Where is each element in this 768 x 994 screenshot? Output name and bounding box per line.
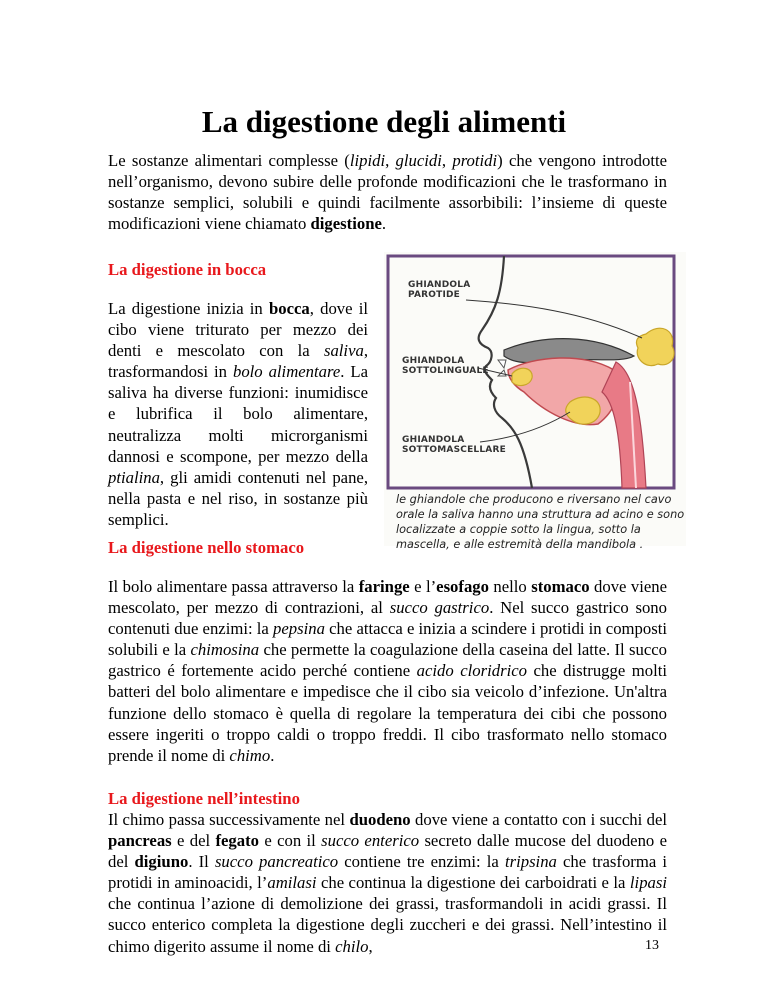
heading-bocca: La digestione in bocca	[108, 260, 267, 279]
heading-intestino: La digestione nell’intestino	[108, 789, 300, 808]
mouth-glands-illustration	[384, 252, 686, 551]
label-sottolinguale: GHIANDOLA SOTTOLINGUALE	[402, 356, 489, 376]
heading-stomaco: La digestione nello stomaco	[108, 538, 305, 557]
label-parotide: GHIANDOLA PAROTIDE	[408, 280, 471, 300]
page-number: 13	[645, 938, 659, 953]
figure-caption: le ghiandole che producono e riversano nel cavo orale la saliva hanno una struttura ad acino e sono localizzate a coppie sotto la lingua, sotto la mascella, e alle estremità della mandibola .	[396, 493, 685, 551]
intro-paragraph: Le sostanze alimentari complesse (lipidi, glucidi, protidi) che vengono introdotte nell’organismo, devono subire delle profonde modificazioni che le trasformano in sostanze semplici, solubili e quindi facilmente assorbibili: l’insieme di queste modificazioni viene chiamato digestione.	[108, 151, 668, 234]
paragraph-stomaco: Il bolo alimentare passa attraverso la faringe e l’esofago nello stomaco dove viene mescolato, per mezzo di contrazioni, al succo gastrico. Nel succo gastrico sono contenuti due enzimi: la pepsina che attacca e inizia a scindere i protidi in composti solubili e la chimosina che permette la coagulazione della caseina del latte. Il succo gastrico é fortemente acido perché contiene acido cloridrico che distrugge molti batteri del bolo alimentare e impedisce che il cibo sia veicolo d’infezione. Un'altra funzione dello stomaco è quella di regolare la temperatura dei cibi che possono essere ingeriti o troppo caldi o troppo freddi. Il cibo trasformato nello stomaco prende il nome di chimo.	[108, 577, 667, 765]
page-title: La digestione degli alimenti	[201, 104, 567, 139]
paragraph-intestino: Il chimo passa successivamente nel duodeno dove viene a contatto con i succhi del pancreas e del fegato e con il succo enterico secreto dalle mucose del duodeno e del digiuno. Il succo pancreatico contiene tre enzimi: la tripsina che trasforma i protidi in aminoacidi, l’amilasi che continua la digestione dei carboidrati e la lipasi che continua l’azione di demolizione dei grassi, trasformandoli in acidi grassi. Il succo enterico completa la digestione degli zuccheri e dei grassi. Nell’intestino il chimo digerito assume il nome di chilo,	[108, 810, 668, 956]
label-sottomascellare: GHIANDOLA SOTTOMASCELLARE	[402, 435, 506, 455]
paragraph-bocca: La digestione inizia in bocca, dove il cibo viene triturato per mezzo dei denti e mescolato con la saliva, trasformandosi in bolo alimentare. La saliva ha diverse funzioni: inumidisce e lubrifica il bolo alimentare, neutralizza molti microrganismi dannosi e scompone, per mezzo della ptialina, gli amidi contenuti nel pane, nella pasta e nel riso, in sostanze più semplici.	[108, 299, 368, 529]
